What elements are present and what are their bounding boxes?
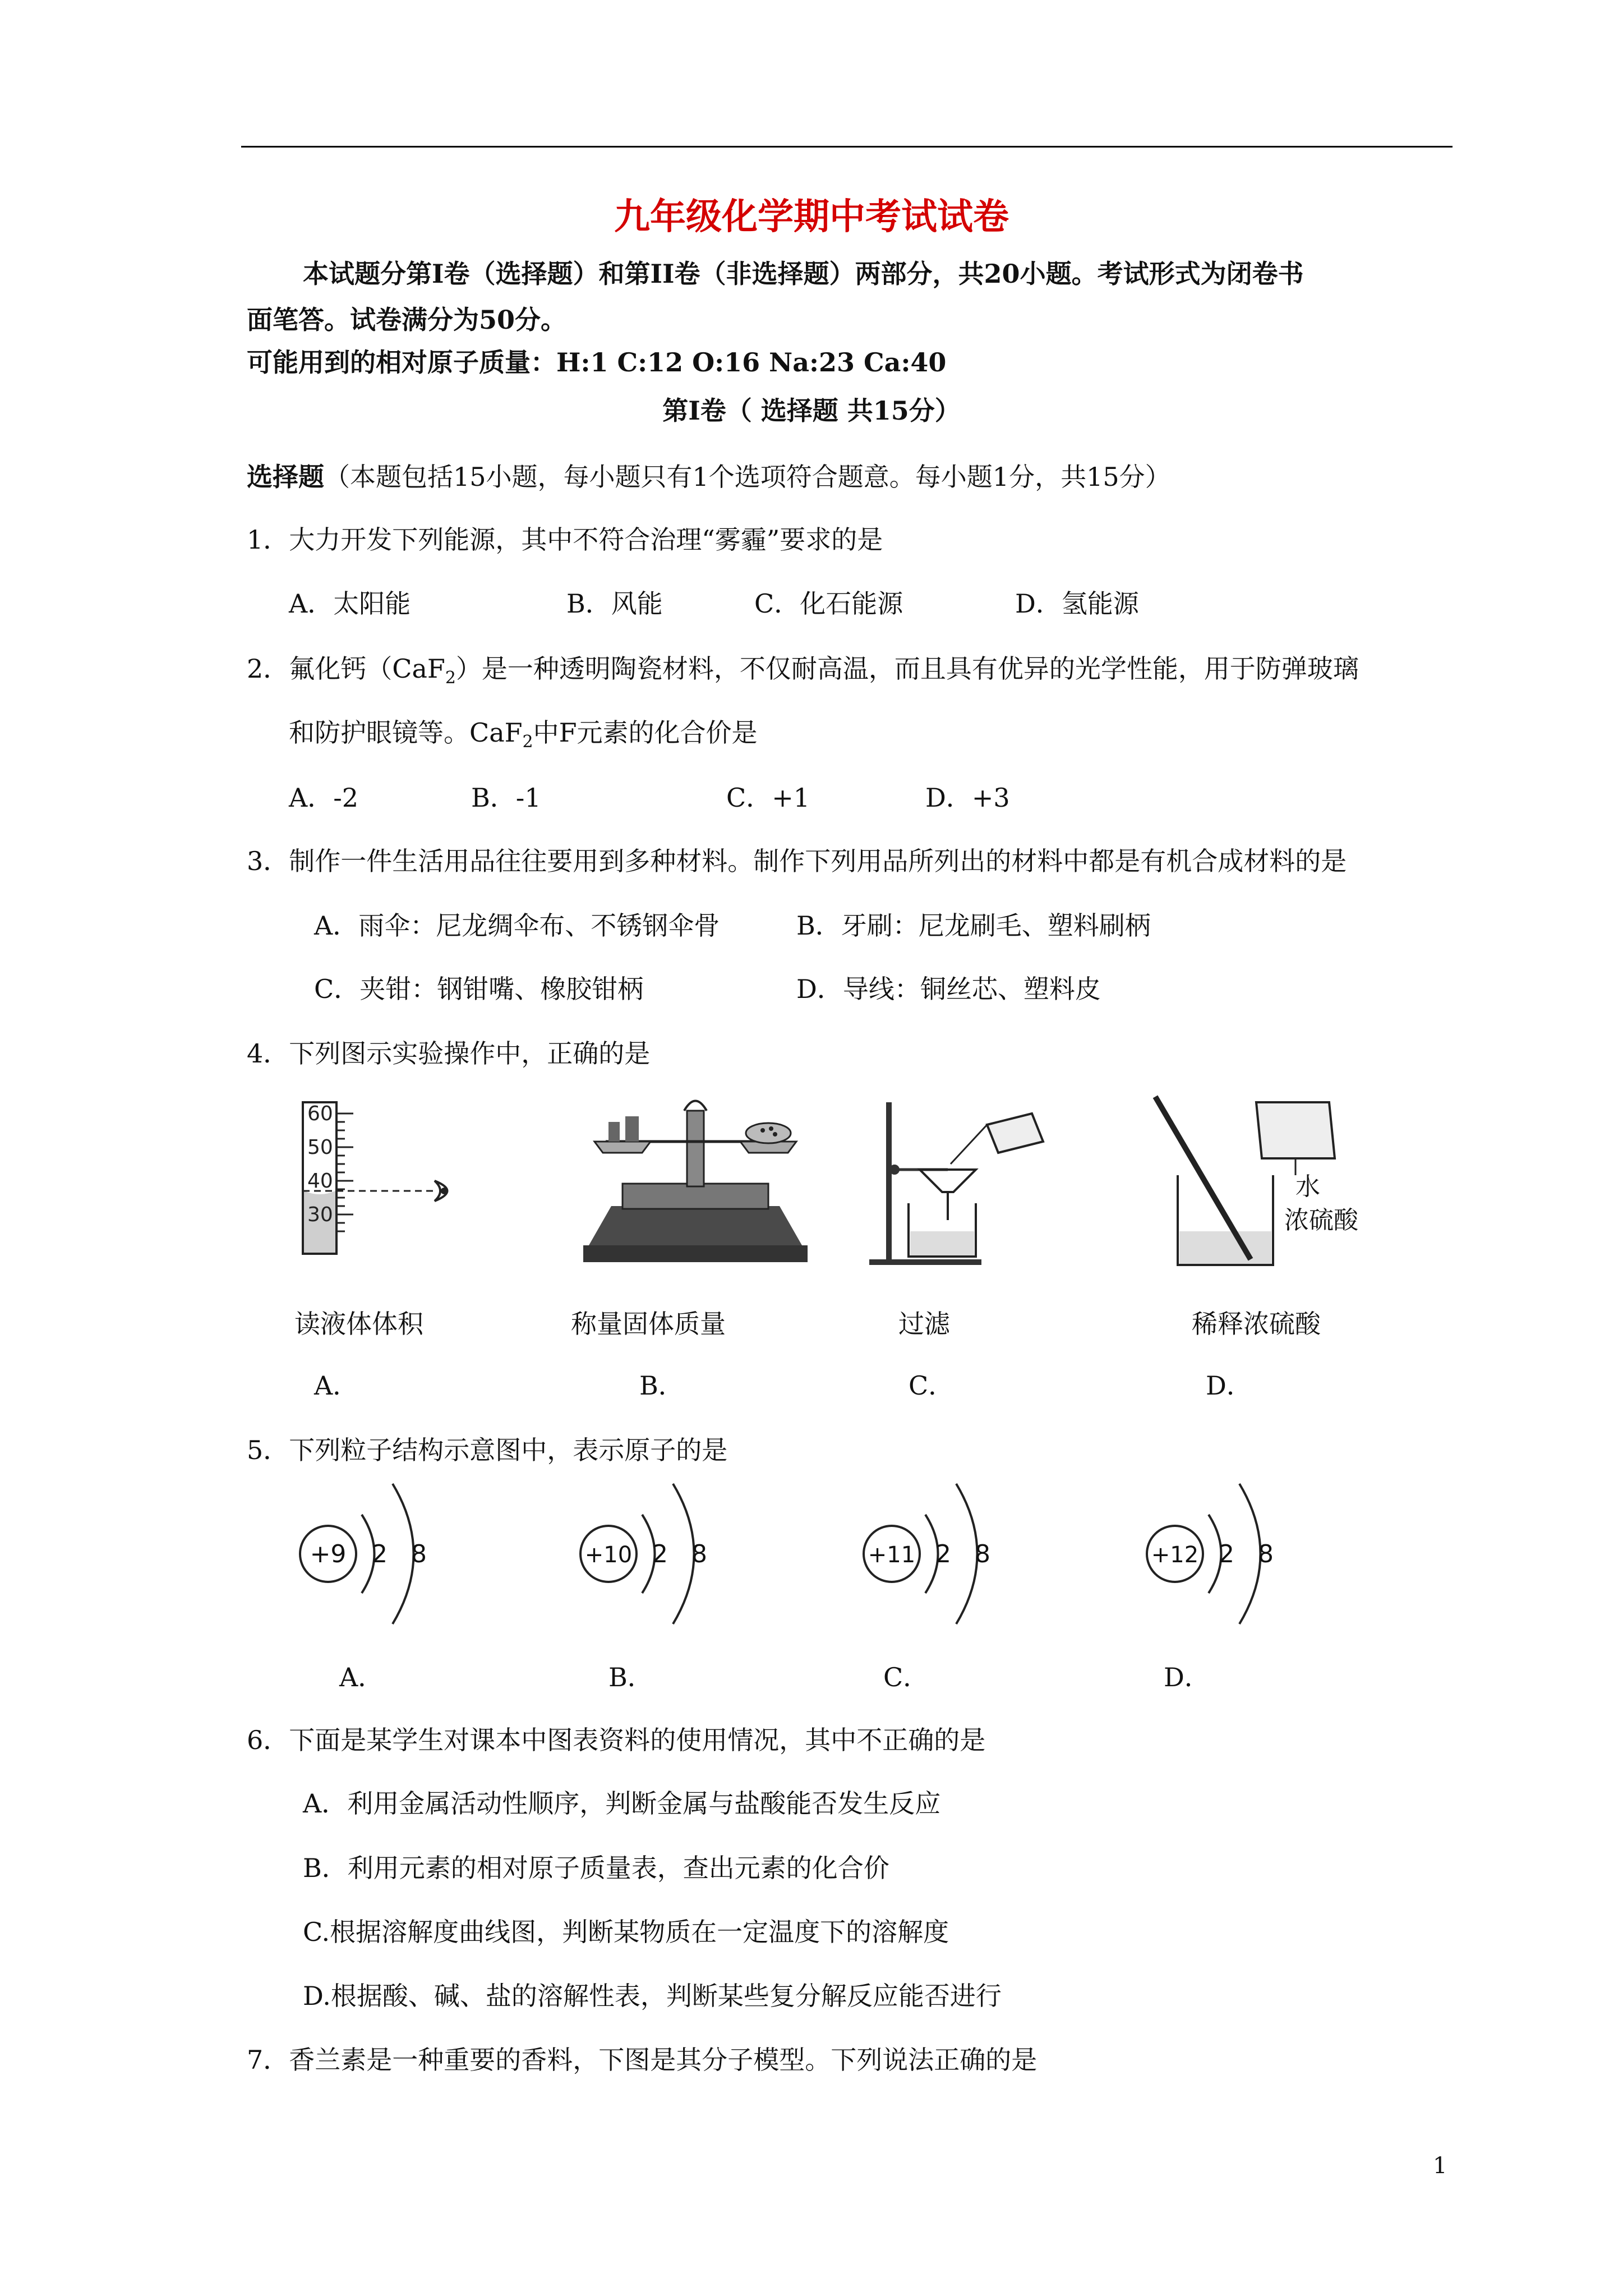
question-3-option-a: A．雨伞：尼龙绸伞布、不锈钢伞骨 bbox=[314, 910, 720, 941]
atom-diagram-d bbox=[1136, 1478, 1315, 1630]
question-6-stem: 6．下面是某学生对课本中图表资料的使用情况，其中不正确的是 bbox=[247, 1725, 986, 1755]
intro-line-1: 本试题分第Ⅰ卷（选择题）和第II卷（非选择题）两部分，共20小题。考试形式为闭卷书 bbox=[303, 259, 1304, 289]
svg-text:2: 2 bbox=[652, 1540, 668, 1568]
q4-caption-c: 过滤 bbox=[898, 1309, 950, 1339]
svg-text:8: 8 bbox=[1258, 1540, 1274, 1568]
svg-text:+11: +11 bbox=[868, 1542, 916, 1568]
tick-40: 40 bbox=[307, 1170, 333, 1193]
question-3-option-c: C．夹钳：钢钳嘴、橡胶钳柄 bbox=[314, 974, 644, 1004]
question-3-option-d: D．导线：铜丝芯、塑料皮 bbox=[796, 974, 1101, 1004]
svg-text:+9: +9 bbox=[310, 1540, 347, 1568]
label-concentrated-acid: 浓硫酸 bbox=[1284, 1206, 1358, 1235]
q5-letter-b: B． bbox=[608, 1662, 653, 1692]
q4-caption-d: 稀释浓硫酸 bbox=[1192, 1309, 1321, 1339]
section-desc: （本题包括15小题，每小题只有1个选项符合题意。每小题1分，共15分） bbox=[324, 462, 1171, 492]
svg-text:8: 8 bbox=[411, 1540, 427, 1568]
svg-text:2: 2 bbox=[1219, 1540, 1234, 1568]
q4-caption-b: 称量固体质量 bbox=[571, 1309, 726, 1339]
tick-50: 50 bbox=[307, 1136, 333, 1159]
atomic-mass-line: 可能用到的相对原子质量：H:1 C:12 O:16 Na:23 Ca:40 bbox=[247, 347, 947, 378]
question-6-option-b: B．利用元素的相对原子质量表，查出元素的化合价 bbox=[303, 1853, 889, 1883]
svg-text:2: 2 bbox=[372, 1540, 388, 1568]
q4-letter-d: D． bbox=[1206, 1370, 1252, 1401]
svg-text:+12: +12 bbox=[1151, 1542, 1199, 1568]
figure-read-liquid-volume bbox=[292, 1097, 471, 1265]
question-3-stem: 3．制作一件生活用品往往要用到多种材料。制作下列用品所列出的材料中都是有机合成材料的是 bbox=[247, 846, 1347, 876]
page-title: 九年级化学期中考试试卷 bbox=[614, 196, 1009, 238]
question-4-stem: 4．下列图示实验操作中，正确的是 bbox=[247, 1038, 651, 1069]
q4-letter-b: B． bbox=[639, 1370, 684, 1401]
question-1-option-b: B．风能 bbox=[566, 588, 663, 619]
svg-text:8: 8 bbox=[975, 1540, 990, 1568]
figure-weigh-solid bbox=[572, 1088, 819, 1273]
question-2-option-d: D．+3 bbox=[925, 783, 1010, 813]
q4-letter-a: A． bbox=[314, 1370, 359, 1401]
page-number: 1 bbox=[1433, 2153, 1447, 2179]
tick-30: 30 bbox=[307, 1203, 333, 1226]
atom-diagram-a bbox=[289, 1478, 468, 1630]
question-6-option-c: C.根据溶解度曲线图，判断某物质在一定温度下的溶解度 bbox=[303, 1917, 949, 1947]
figure-dilute-acid bbox=[1144, 1091, 1391, 1276]
header-rule bbox=[241, 146, 1453, 148]
question-3-option-b: B．牙刷：尼龙刷毛、塑料刷柄 bbox=[796, 910, 1151, 941]
atom-diagram-c bbox=[852, 1478, 1032, 1630]
svg-text:8: 8 bbox=[691, 1540, 707, 1568]
question-2-stem-line-2: 和防护眼镜等。CaF$_2$中F元素的化合价是 bbox=[289, 717, 758, 752]
question-1-option-a: A．太阳能 bbox=[289, 588, 411, 619]
question-1-stem: 1．大力开发下列能源，其中不符合治理“雾霾”要求的是 bbox=[247, 524, 883, 555]
tick-60: 60 bbox=[307, 1102, 333, 1125]
section-label: 选择题 bbox=[247, 462, 324, 492]
section-instructions bbox=[247, 460, 1171, 494]
question-1-option-d: D．氢能源 bbox=[1015, 588, 1139, 619]
intro-line-2: 面笔答。试卷满分为50分。 bbox=[247, 305, 567, 335]
q5-letter-c: C． bbox=[883, 1662, 929, 1692]
question-6-option-d: D.根据酸、碱、盐的溶解性表，判断某些复分解反应能否进行 bbox=[303, 1981, 1002, 2011]
atom-diagram-b bbox=[569, 1478, 749, 1630]
question-5-stem: 5．下列粒子结构示意图中，表示原子的是 bbox=[247, 1435, 728, 1465]
question-2-option-a: A．-2 bbox=[289, 783, 359, 813]
svg-text:+10: +10 bbox=[584, 1542, 633, 1568]
question-2-stem: 2．氟化钙（CaF$_2$）是一种透明陶瓷材料，不仅耐高温，而且具有优异的光学性能，用于防弹玻璃 bbox=[247, 654, 1359, 688]
question-1-option-c: C．化石能源 bbox=[754, 588, 903, 619]
figure-filtration bbox=[858, 1091, 1082, 1271]
question-6-option-a: A．利用金属活动性顺序，判断金属与盐酸能否发生反应 bbox=[303, 1788, 941, 1819]
q5-letter-d: D． bbox=[1164, 1662, 1210, 1692]
question-7-stem: 7．香兰素是一种重要的香料，下图是其分子模型。下列说法正确的是 bbox=[247, 2045, 1038, 2075]
svg-text:2: 2 bbox=[935, 1540, 951, 1568]
q4-caption-a: 读液体体积 bbox=[294, 1309, 423, 1339]
q4-letter-c: C． bbox=[909, 1370, 955, 1401]
question-2-option-c: C．+1 bbox=[726, 783, 810, 813]
section-title: 第Ⅰ卷（ 选择题 共15分） bbox=[662, 395, 961, 426]
question-2-option-b: B．-1 bbox=[471, 783, 541, 813]
label-water: 水 bbox=[1295, 1172, 1320, 1201]
q5-letter-a: A． bbox=[339, 1662, 384, 1692]
